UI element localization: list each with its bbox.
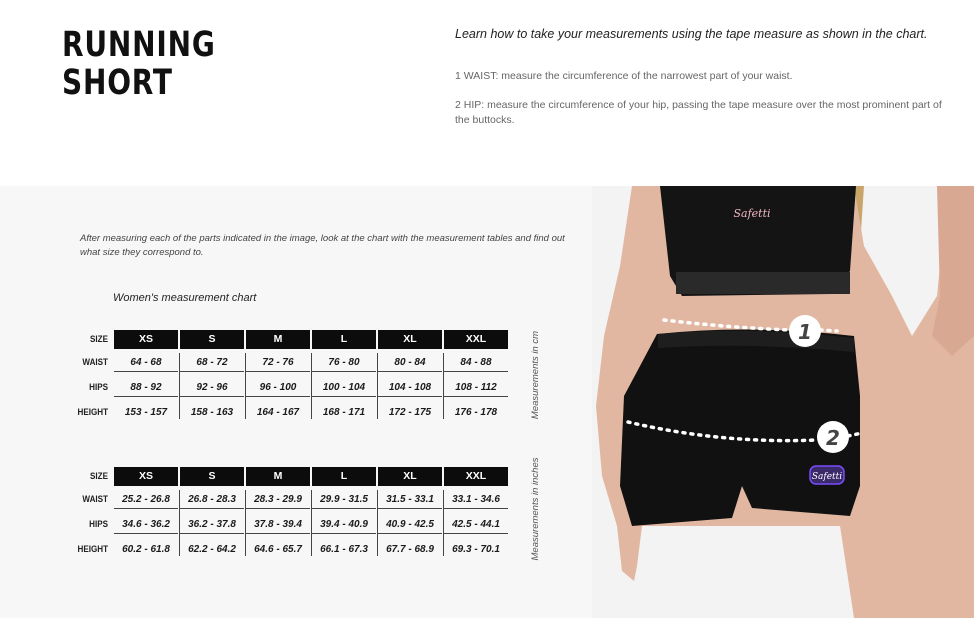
table-cell: 31.5 - 33.1 xyxy=(378,490,442,509)
column-divider xyxy=(245,490,246,556)
table-cell: 164 - 167 xyxy=(256,407,300,418)
table-cell: 76 - 80 xyxy=(312,353,376,372)
title-line-2: SHORT xyxy=(62,63,173,103)
column-divider xyxy=(443,490,444,556)
height-label: HEIGHT xyxy=(77,407,108,418)
size-header: XL xyxy=(378,467,442,486)
column-divider xyxy=(311,490,312,556)
size-header: XXL xyxy=(444,330,508,349)
hips-label: HIPS xyxy=(89,382,108,393)
brand-logo-top: Safetti xyxy=(733,207,771,220)
column-divider xyxy=(377,490,378,556)
table-cell: 66.1 - 67.3 xyxy=(320,544,368,555)
size-label: SIZE xyxy=(90,471,108,482)
hip-marker-number: 2 xyxy=(826,426,840,450)
waist-label: WAIST xyxy=(82,357,108,368)
bra-band xyxy=(676,272,850,294)
table-cell: 104 - 108 xyxy=(378,378,442,397)
model-illustration xyxy=(592,186,974,618)
table-cell: 26.8 - 28.3 xyxy=(180,490,244,509)
table-cell: 64 - 68 xyxy=(114,353,178,372)
size-header: L xyxy=(312,467,376,486)
table-cell: 153 - 157 xyxy=(124,407,168,418)
table-cell: 92 - 96 xyxy=(180,378,244,397)
chart-title: Women's measurement chart xyxy=(113,292,257,304)
cm-size-row xyxy=(52,330,512,352)
table-cell: 100 - 104 xyxy=(312,378,376,397)
column-divider xyxy=(443,353,444,419)
table-cell: 176 - 178 xyxy=(454,407,498,418)
table-cell: 84 - 88 xyxy=(444,353,508,372)
table-cell: 80 - 84 xyxy=(378,353,442,372)
size-header: XS xyxy=(114,467,178,486)
table-cell: 34.6 - 36.2 xyxy=(114,515,178,534)
title-line-1: RUNNING xyxy=(62,25,216,65)
table-cell: 37.8 - 39.4 xyxy=(246,515,310,534)
cm-side-label: Measurements in cm xyxy=(530,330,541,420)
table-cell: 36.2 - 37.8 xyxy=(180,515,244,534)
table-cell: 29.9 - 31.5 xyxy=(312,490,376,509)
table-cell: 158 - 163 xyxy=(190,407,234,418)
size-header: L xyxy=(312,330,376,349)
instructions-text: After measuring each of the parts indicated in the image, look at the chart with the measurement tables and find out what size they correspond to. xyxy=(80,233,565,258)
table-cell: 33.1 - 34.6 xyxy=(444,490,508,509)
table-cell: 168 - 171 xyxy=(322,407,366,418)
height-label: HEIGHT xyxy=(77,544,108,555)
step-waist: 1 WAIST: measure the circumference of the narrowest part of your waist. xyxy=(455,70,793,82)
waist-tape-line-end xyxy=(820,330,837,331)
table-cell: 60.2 - 61.8 xyxy=(122,544,170,555)
table-cell: 69.3 - 70.1 xyxy=(452,544,500,555)
inch-size-row xyxy=(52,467,512,489)
table-cell: 88 - 92 xyxy=(114,378,178,397)
table-cell: 72 - 76 xyxy=(246,353,310,372)
table-cell: 64.6 - 65.7 xyxy=(254,544,302,555)
waist-marker-number: 1 xyxy=(798,320,812,344)
hips-label: HIPS xyxy=(89,519,108,530)
table-cell: 25.2 - 26.8 xyxy=(114,490,178,509)
step-hip: 2 HIP: measure the circumference of your hip, passing the tape measure over the most prominent part of the buttocks. xyxy=(455,99,942,126)
table-cell: 67.7 - 68.9 xyxy=(386,544,434,555)
size-header: S xyxy=(180,467,244,486)
column-divider xyxy=(245,353,246,419)
table-cell: 28.3 - 29.9 xyxy=(246,490,310,509)
table-cell: 39.4 - 40.9 xyxy=(312,515,376,534)
inch-side-label: Measurements in inches xyxy=(530,457,541,561)
size-header: S xyxy=(180,330,244,349)
column-divider xyxy=(179,490,180,556)
table-cell: 62.2 - 64.2 xyxy=(188,544,236,555)
column-divider xyxy=(311,353,312,419)
column-divider xyxy=(377,353,378,419)
intro-text: Learn how to take your measurements using the tape measure as shown in the chart. xyxy=(455,27,928,41)
table-cell: 96 - 100 xyxy=(246,378,310,397)
waist-label: WAIST xyxy=(82,494,108,505)
size-header: XXL xyxy=(444,467,508,486)
table-cell: 68 - 72 xyxy=(180,353,244,372)
size-header: XS xyxy=(114,330,178,349)
table-cell: 42.5 - 44.1 xyxy=(444,515,508,534)
size-label: SIZE xyxy=(90,334,108,345)
size-header: XL xyxy=(378,330,442,349)
column-divider xyxy=(179,353,180,419)
size-header: M xyxy=(246,467,310,486)
brand-logo-shorts: Safetti xyxy=(811,472,843,482)
table-cell: 108 - 112 xyxy=(444,378,508,397)
size-header: M xyxy=(246,330,310,349)
table-cell: 40.9 - 42.5 xyxy=(378,515,442,534)
table-cell: 172 - 175 xyxy=(388,407,432,418)
page-title xyxy=(62,26,216,102)
